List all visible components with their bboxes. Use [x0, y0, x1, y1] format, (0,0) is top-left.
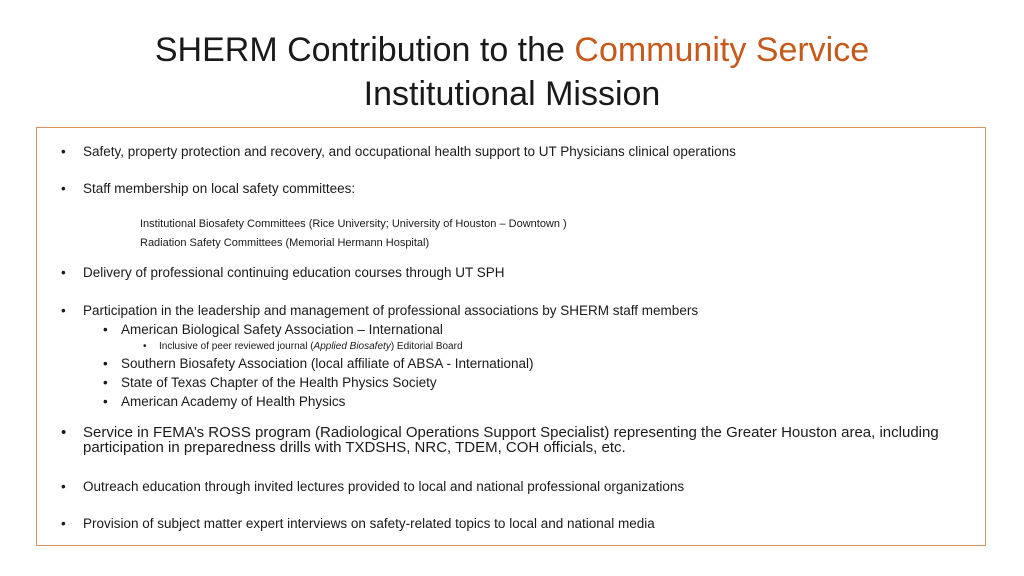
sub-bullet-academy	[103, 394, 346, 410]
bullet-text: Outreach education through invited lectures provided to local and national professional organizations	[83, 479, 685, 494]
bullet-text: Participation in the leadership and management of professional associations by SHERM staff members	[83, 303, 699, 318]
slide-title	[0, 28, 1024, 116]
title-accent: Community Service	[574, 31, 870, 69]
title-line-2: Institutional Mission	[363, 75, 661, 113]
bullet-text: State of Texas Chapter of the Health Physics Society	[121, 375, 437, 390]
bullet-dot: •	[61, 144, 66, 159]
committee-item: Institutional Biosafety Committees (Rice University; University of Houston – Downtown )	[140, 218, 567, 230]
bullet-dot: •	[61, 181, 66, 196]
bullet-staff	[61, 181, 356, 197]
bullet-dot: •	[61, 479, 66, 494]
journal-title: Applied Biosafety	[313, 341, 391, 352]
bullet-delivery	[61, 265, 505, 281]
committee-item: Radiation Safety Committees (Memorial Hermann Hospital)	[140, 237, 430, 249]
bullet-text: American Academy of Health Physics	[121, 394, 346, 409]
sub-bullet-southern	[103, 356, 534, 372]
sub-sub-bullet-journal	[143, 341, 463, 353]
bullet-dot: •	[103, 356, 108, 371]
bullet-dot: •	[61, 424, 67, 441]
bullet-text: American Biological Safety Association – International	[121, 322, 443, 337]
content-box	[36, 127, 986, 546]
bullet-dot: •	[103, 394, 108, 409]
bullet-text: Staff membership on local safety committees:	[83, 181, 356, 196]
bullet-text: Service in FEMA’s ROSS program (Radiological Operations Support Specialist) representing the Greater Houston area, including participation in preparedness drills with TXDSHS, NRC, TDEM, COH officials, etc.	[83, 424, 939, 456]
title-line-1	[0, 28, 1024, 72]
bullet-safety	[61, 144, 736, 160]
bullet-participation	[61, 303, 699, 319]
bullet-fema	[61, 424, 953, 456]
sub-bullet-absa	[103, 322, 443, 338]
title-text: SHERM Contribution to the	[154, 31, 575, 69]
bullet-dot: •	[103, 322, 108, 337]
bullet-text: Safety, property protection and recovery, and occupational health support to UT Physicians clinical operations	[83, 144, 736, 159]
bullet-dot: •	[61, 303, 66, 318]
bullet-provision	[61, 516, 655, 532]
bullet-dot: •	[61, 516, 66, 531]
bullet-dot: •	[103, 375, 108, 390]
bullet-text: Delivery of professional continuing education courses through UT SPH	[83, 265, 505, 280]
bullet-dot: •	[143, 341, 147, 352]
bullet-text: Provision of subject matter expert interviews on safety-related topics to local and national media	[83, 516, 655, 531]
bullet-dot: •	[61, 265, 66, 280]
bullet-text: Southern Biosafety Association (local affiliate of ABSA - International)	[121, 356, 534, 371]
sub-bullet-texas	[103, 375, 437, 391]
bullet-outreach	[61, 479, 685, 495]
journal-text-pre: Inclusive of peer reviewed journal (	[159, 341, 314, 352]
journal-text-post: ) Editorial Board	[390, 341, 463, 352]
